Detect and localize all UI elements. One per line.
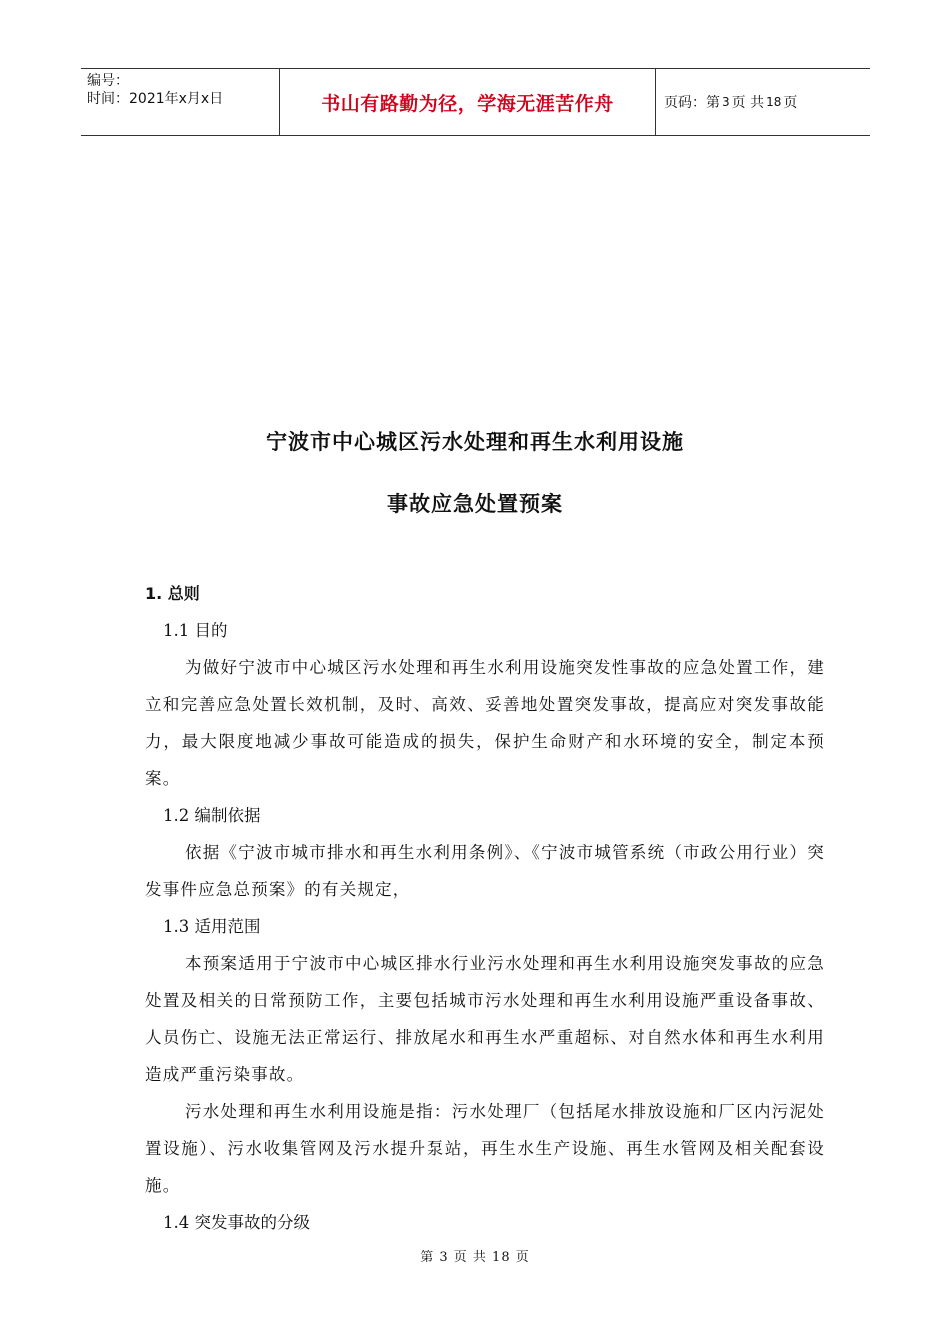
page-current: 3 (722, 95, 730, 109)
subsection-basis: 1.2 编制依据 (163, 806, 261, 825)
serial-label: 编号： (87, 73, 129, 89)
paragraph-scope-2: 污水处理和再生水利用设施是指：污水处理厂（包括尾水排放设施和厂区内污泥处置设施）、污水收集管网及污水提升泵站，再生水生产设施、再生水管网及相关配套设施。 (145, 1102, 825, 1195)
section-heading-general: 1. 总则 (145, 584, 200, 603)
page-total: 18 (766, 95, 782, 109)
header-motto: 书山有路勤为径，学海无涯苦作舟 (280, 69, 656, 135)
header-page-info (656, 69, 870, 135)
document-body (145, 575, 825, 1241)
document-title-line2: 事故应急处置预案 (387, 492, 563, 516)
subsection-purpose: 1.1 目的 (163, 621, 228, 640)
header-meta (81, 69, 280, 135)
page-header (81, 68, 870, 136)
paragraph-purpose: 为做好宁波市中心城区污水处理和再生水利用设施突发性事故的应急处置工作，建立和完善应急处置长效机制，及时、高效、妥善地处置突发事故，提高应对突发事故能力，最大限度地减少事故可能造成的损失，保护生命财产和水环境的安全，制定本预案。 (145, 658, 825, 788)
time-label: 时间：2021年x月x日 (87, 91, 224, 107)
document-title-line1: 宁波市中心城区污水处理和再生水利用设施 (266, 430, 684, 454)
paragraph-scope-1: 本预案适用于宁波市中心城区排水行业污水处理和再生水利用设施突发事故的应急处置及相关的日常预防工作，主要包括城市污水处理和再生水利用设施严重设备事故、人员伤亡、设施无法正常运行、排放尾水和再生水严重超标、对自然水体和再生水利用造成严重污染事故。 (145, 954, 825, 1084)
subsection-scope: 1.3 适用范围 (163, 917, 261, 936)
page-suffix: 页 (783, 95, 798, 111)
subsection-grading: 1.4 突发事故的分级 (163, 1213, 310, 1232)
page-prefix: 页码：第 (664, 95, 720, 111)
paragraph-basis: 依据《宁波市城市排水和再生水利用条例》、《宁波市城管系统（市政公用行业）突发事件应急总预案》的有关规定， (145, 843, 825, 899)
page-mid: 页 共 (731, 95, 765, 111)
page-footer: 第 3 页 共 18 页 (420, 1250, 530, 1265)
